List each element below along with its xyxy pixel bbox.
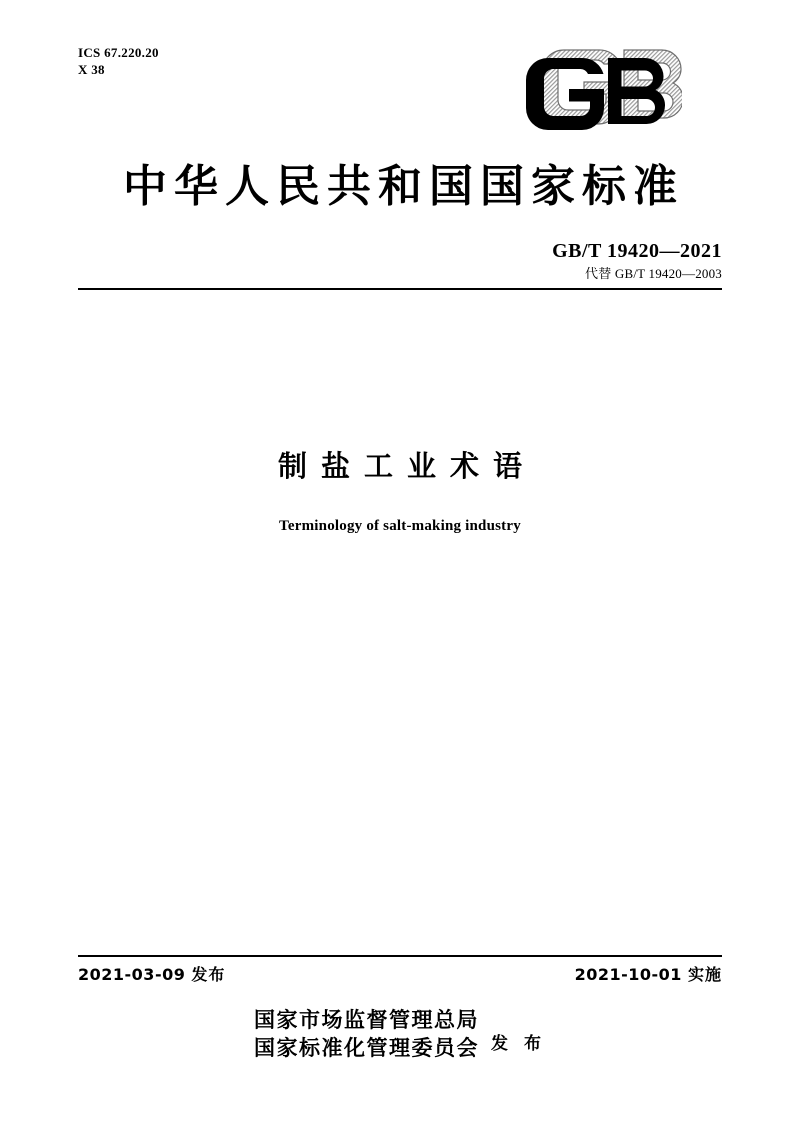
standard-replaces: 代替 GB/T 19420—2003 [585, 266, 722, 281]
issuer-verb: 发 布 [491, 1033, 546, 1054]
effective-date: 2021-10-01 [574, 965, 682, 984]
page-title: 中华人民共和国国家标准 [123, 161, 684, 212]
footer-divider [78, 955, 722, 957]
issue-date-group [78, 962, 225, 985]
effective-date-group [575, 962, 722, 985]
footer-dates [78, 962, 722, 985]
ics-classification [78, 44, 159, 78]
issuer-line-1: 国家市场监督管理总局 [254, 1007, 480, 1032]
issue-date-label: 发布 [191, 965, 226, 984]
header-divider [78, 288, 722, 290]
issue-date: 2021-03-09 [78, 965, 186, 984]
document-title: 制盐工业术语 [277, 449, 536, 483]
issuer-line-2: 国家标准化管理委员会 [254, 1035, 480, 1060]
ics-code: ICS 67.220.20 [78, 45, 159, 60]
effective-date-label: 实施 [687, 965, 722, 984]
gb-logo-icon [512, 48, 682, 138]
standard-number: GB/T 19420—2021 [552, 240, 722, 262]
document-subtitle: Terminology of salt-making industry [279, 518, 521, 534]
issuer-names [254, 1006, 479, 1062]
standard-number-block [78, 238, 722, 283]
ccs-code: X 38 [78, 62, 105, 77]
issuer-block [78, 1006, 722, 1062]
